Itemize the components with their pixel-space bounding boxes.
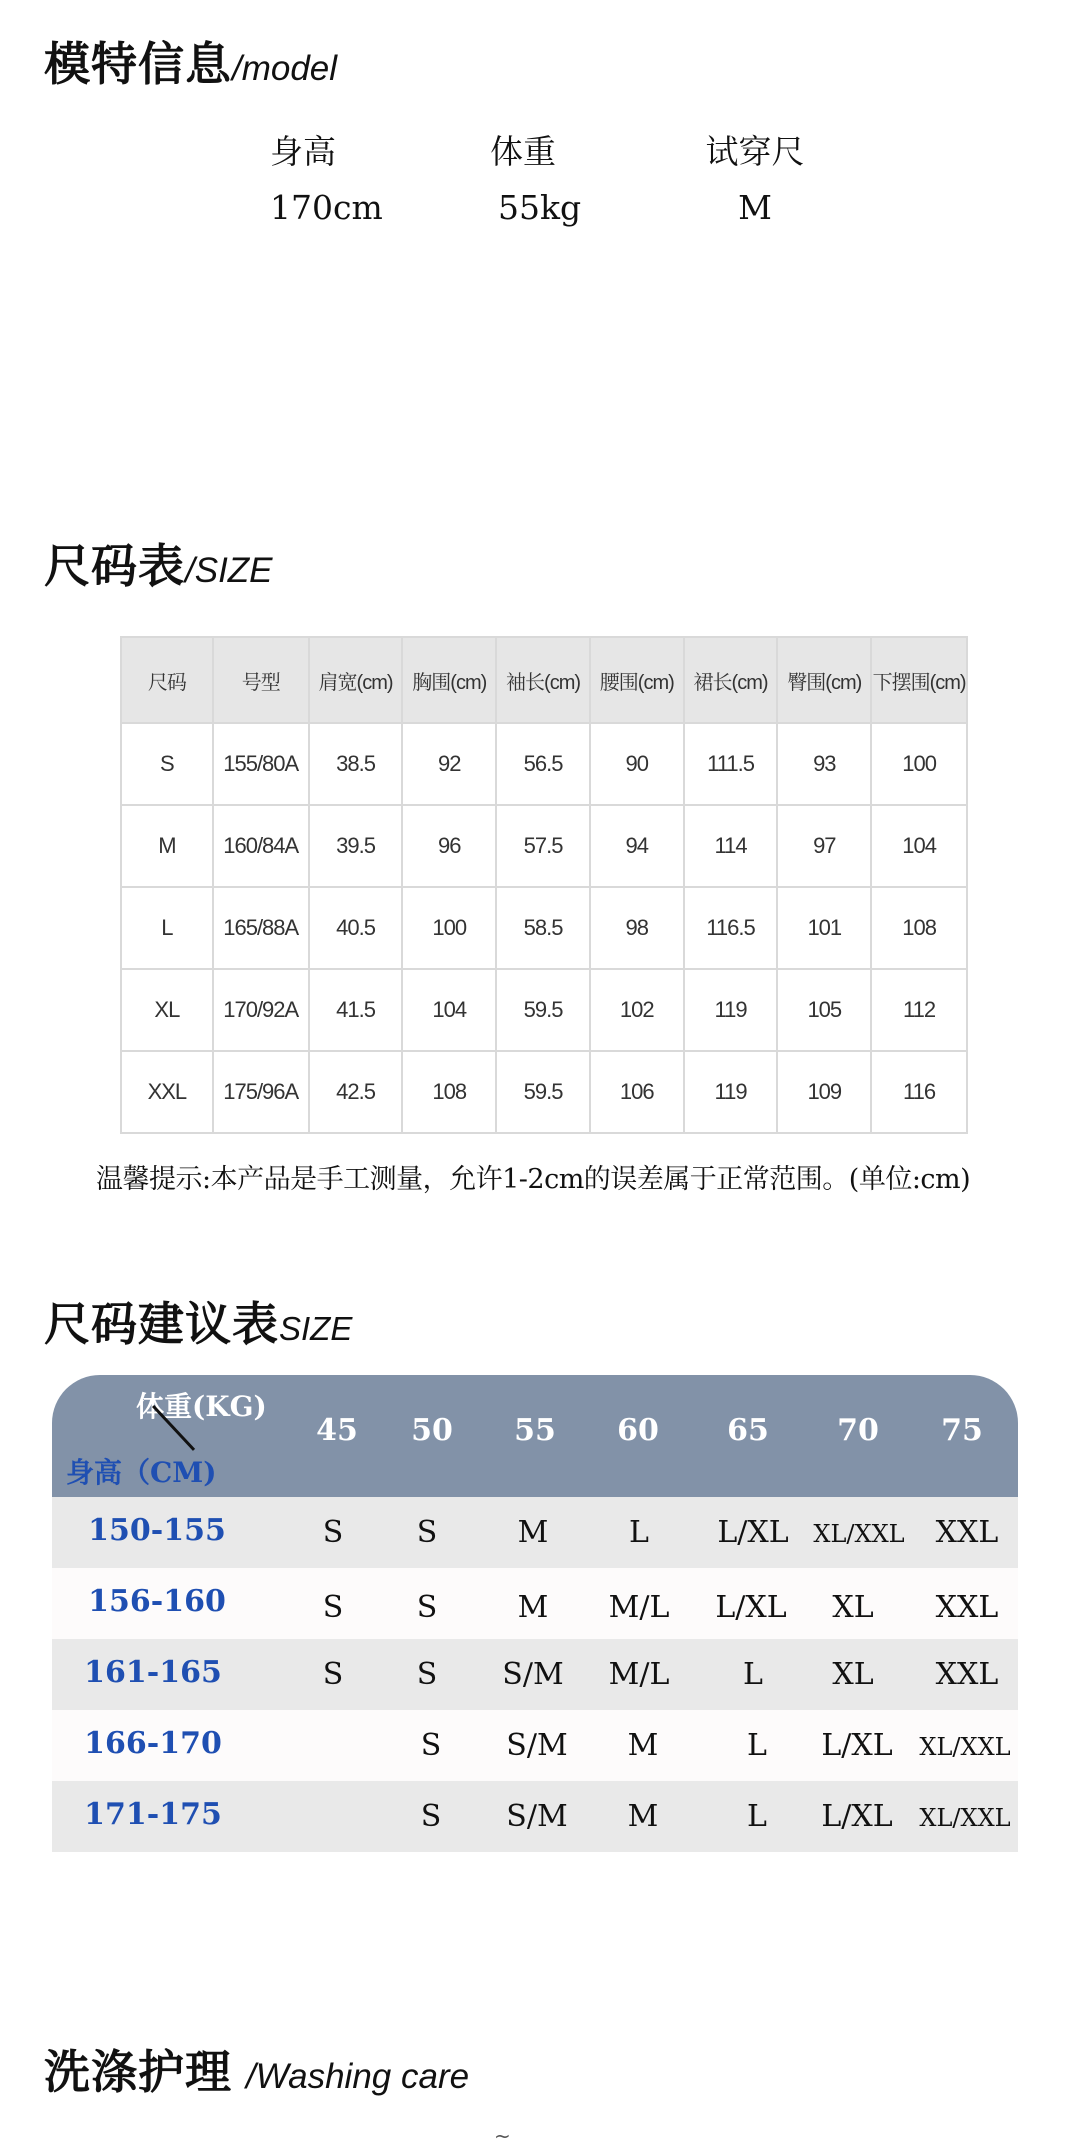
table-cell: 100 [871,723,967,805]
size-cell: M/L [608,1590,670,1625]
size-cell: XL/XXL [813,1520,905,1548]
table-cell: 96 [402,805,496,887]
table-cell: 102 [590,969,684,1051]
weight-col-header: 45 [316,1413,358,1448]
model-values-row [270,188,830,250]
table-cell: 97 [777,805,871,887]
table-cell: 98 [590,887,684,969]
weight-col-header: 75 [941,1413,983,1448]
table-cell: 42.5 [309,1051,403,1133]
size-cell: L/XL [717,1515,789,1550]
table-cell: 58.5 [496,887,590,969]
size-col-header: 下摆围(cm) [871,637,967,723]
height-range: 161-165 [84,1655,222,1690]
care-title-en: /Washing care [246,2057,470,2096]
table-row [121,1051,967,1133]
table-cell: 41.5 [309,969,403,1051]
table-cell: 100 [402,887,496,969]
table-cell: M [121,805,213,887]
size-table [120,636,968,1134]
model-header-row [270,126,830,188]
size-cell: XL/XXL [919,1804,1011,1832]
size-cell: S [322,1590,344,1625]
table-cell: 40.5 [309,887,403,969]
table-cell: 57.5 [496,805,590,887]
model-header-size: 试穿尺 [705,132,805,171]
table-cell: 108 [871,887,967,969]
model-header-height: 身高 [270,132,336,171]
table-cell: S [121,723,213,805]
model-value-size: M [738,188,772,227]
table-cell: 119 [684,1051,778,1133]
model-value-weight: 55kg [498,188,582,227]
table-cell: 105 [777,969,871,1051]
size-cell: M [517,1515,549,1550]
size-cell: L [743,1657,763,1692]
size-col-header: 号型 [213,637,309,723]
weight-col-header: 50 [411,1413,453,1448]
size-cell: M [627,1799,659,1834]
care-title-zh: 洗涤护理 [44,2045,232,2099]
size-cell: L [747,1728,767,1763]
size-cell: S/M [506,1728,568,1763]
size-cell: XL/XXL [919,1733,1011,1761]
weight-axis-label: 体重(KG) [136,1390,267,1423]
table-cell: 170/92A [213,969,309,1051]
size-cell: L [629,1515,649,1550]
size-cell: L/XL [821,1728,893,1763]
size-cell: XXL [935,1657,999,1692]
size-title-en: /SIZE [185,551,273,590]
table-cell: 111.5 [684,723,778,805]
size-col-header: 腰围(cm) [590,637,684,723]
table-cell: 108 [402,1051,496,1133]
table-cell: 112 [871,969,967,1051]
advice-title-zh: 尺码建议表 [44,1297,279,1351]
table-cell: XXL [121,1051,213,1133]
table-cell: 92 [402,723,496,805]
height-range: 150-155 [88,1513,226,1548]
size-cell: L [747,1799,767,1834]
table-cell: 116.5 [684,887,778,969]
table-cell: 104 [871,805,967,887]
size-cell: S [420,1799,442,1834]
table-cell: 101 [777,887,871,969]
care-section-title [44,2036,469,2102]
size-cell: XL [832,1590,874,1625]
table-cell: 56.5 [496,723,590,805]
table-row [121,805,967,887]
table-cell: 94 [590,805,684,887]
table-cell: 109 [777,1051,871,1133]
size-cell: XXL [935,1515,999,1550]
table-cell: 38.5 [309,723,403,805]
advice-header [52,1375,1018,1497]
size-col-header: 胸围(cm) [402,637,496,723]
weight-col-header: 55 [514,1413,556,1448]
weight-col-header: 60 [617,1413,659,1448]
size-advice-table [52,1375,1018,1852]
table-cell: 39.5 [309,805,403,887]
table-cell: L [121,887,213,969]
advice-row [52,1568,1018,1639]
measurement-tip: 温馨提示:本产品是手工测量，允许1-2cm的误差属于正常范围。(单位:cm) [96,1164,971,1195]
size-col-header: 臀围(cm) [777,637,871,723]
size-col-header: 尺码 [121,637,213,723]
table-cell: 59.5 [496,1051,590,1133]
advice-row [52,1781,1018,1852]
table-cell: 90 [590,723,684,805]
height-range: 166-170 [84,1726,222,1761]
table-cell: 116 [871,1051,967,1133]
size-cell: S/M [506,1799,568,1834]
table-cell: 119 [684,969,778,1051]
height-range: 171-175 [84,1797,222,1832]
table-cell: 165/88A [213,887,309,969]
table-cell: 175/96A [213,1051,309,1133]
size-col-header: 袖长(cm) [496,637,590,723]
advice-row [52,1497,1018,1568]
table-cell: 104 [402,969,496,1051]
model-info-grid [270,126,830,250]
size-cell: S [416,1515,438,1550]
size-cell: XL [832,1657,874,1692]
size-cell: S/M [502,1657,564,1692]
size-col-header: 肩宽(cm) [309,637,403,723]
height-axis-label: 身高（CM) [66,1456,217,1489]
advice-section-title [44,1288,352,1354]
size-cell: M [627,1728,659,1763]
table-cell: 93 [777,723,871,805]
table-row [121,723,967,805]
advice-row [52,1639,1018,1710]
model-value-height: 170cm [270,188,383,227]
size-cell: S [416,1657,438,1692]
weight-col-header: 70 [837,1413,879,1448]
size-cell: M [517,1590,549,1625]
model-section-title [44,28,337,94]
size-cell: S [322,1657,344,1692]
table-cell: 160/84A [213,805,309,887]
model-title-en: /model [232,49,338,88]
size-table-header-row [121,637,967,723]
size-title-zh: 尺码表 [44,539,185,593]
table-row [121,969,967,1051]
model-header-weight: 体重 [490,132,556,171]
size-cell: S [322,1515,344,1550]
advice-title-en: SIZE [279,1310,353,1347]
size-cell: M/L [608,1657,670,1692]
height-range: 156-160 [88,1584,226,1619]
table-cell: XL [121,969,213,1051]
table-row [121,887,967,969]
table-cell: 59.5 [496,969,590,1051]
size-cell: S [420,1728,442,1763]
size-section-title [44,530,273,596]
table-cell: 106 [590,1051,684,1133]
size-cell: S [416,1590,438,1625]
size-cell: L/XL [715,1590,787,1625]
weight-col-header: 65 [727,1413,769,1448]
size-cell: XXL [935,1590,999,1625]
table-cell: 155/80A [213,723,309,805]
model-title-zh: 模特信息 [44,37,232,91]
table-cell: 114 [684,805,778,887]
page-mark: ~ [494,2124,511,2139]
size-cell: L/XL [821,1799,893,1834]
size-col-header: 裙长(cm) [684,637,778,723]
advice-row [52,1710,1018,1781]
